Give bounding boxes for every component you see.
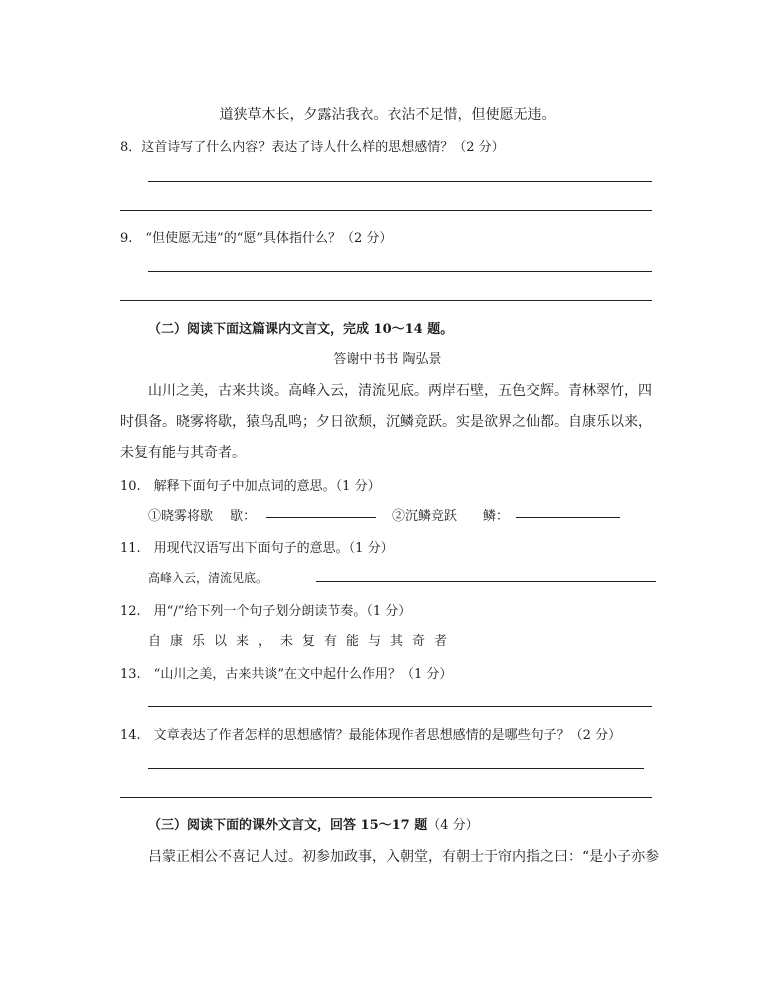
section-2-heading: （二）阅读下面这篇课内文言文，完成 10～14 题。 xyxy=(148,322,454,337)
question-12-sentence: 自康乐以来，未复有能与其奇者 xyxy=(148,634,457,649)
answer-line xyxy=(148,181,652,182)
answer-line xyxy=(120,210,652,211)
answer-line xyxy=(120,797,652,798)
passage-line-1: 山川之美，古来共谈。高峰入云，清流见底。两岸石壁，五色交辉。青林翠竹，四 xyxy=(148,383,652,399)
question-8: 8．这首诗写了什么内容？表达了诗人什么样的思想感情？（2 分） xyxy=(120,140,505,155)
question-10-item-a: ①晓雾将歇 歇： xyxy=(148,509,257,524)
question-9: 9. “但使愿无违”的“愿”具体指什么？（2 分） xyxy=(120,231,393,246)
question-11-sentence: 高峰入云，清流见底。 xyxy=(148,571,269,585)
question-10: 10. 解释下面句子中加点词的意思。（1 分） xyxy=(120,479,381,494)
blank-line xyxy=(266,517,376,518)
answer-line xyxy=(148,706,652,707)
answer-line xyxy=(148,768,644,769)
question-14: 14. 文章表达了作者怎样的思想感情？最能体现作者思想感情的是哪些句子？（2 分） xyxy=(120,728,622,743)
passage-line-2: 时俱备。晓雾将歇，猿鸟乱鸣；夕日欲颓，沉鳞竞跃。实是欲界之仙都。自康乐以来， xyxy=(120,414,652,430)
passage-title: 答谢中书书 陶弘景 xyxy=(333,352,442,367)
poem-line: 道狭草木长，夕露沾我衣。衣沾不足惜，但使愿无违。 xyxy=(219,107,556,123)
question-11: 11. 用现代汉语写出下面句子的意思。（1 分） xyxy=(120,541,394,556)
question-10-item-b: ②沉鳞竞跃 鳞： xyxy=(392,509,510,524)
section-3-score: （4 分） xyxy=(427,818,479,833)
section-3-heading-text: （三）阅读下面的课外文言文，回答 15～17 题 xyxy=(148,818,428,833)
answer-line xyxy=(316,581,656,582)
answer-line xyxy=(148,271,652,272)
section-3-heading xyxy=(148,814,479,833)
blank-line xyxy=(516,517,620,518)
answer-line xyxy=(120,300,652,301)
passage-line-3: 未复有能与其奇者。 xyxy=(120,445,246,461)
question-13: 13. “山川之美，古来共谈”在文中起什么作用？（1 分） xyxy=(120,667,453,682)
passage-3-line-1: 吕蒙正相公不喜记人过。初参加政事，入朝堂，有朝士于帘内指之曰：“是小子亦参 xyxy=(148,849,660,865)
question-12: 12. 用“/”给下列一个句子划分朗读节奏。（1 分） xyxy=(120,604,412,619)
